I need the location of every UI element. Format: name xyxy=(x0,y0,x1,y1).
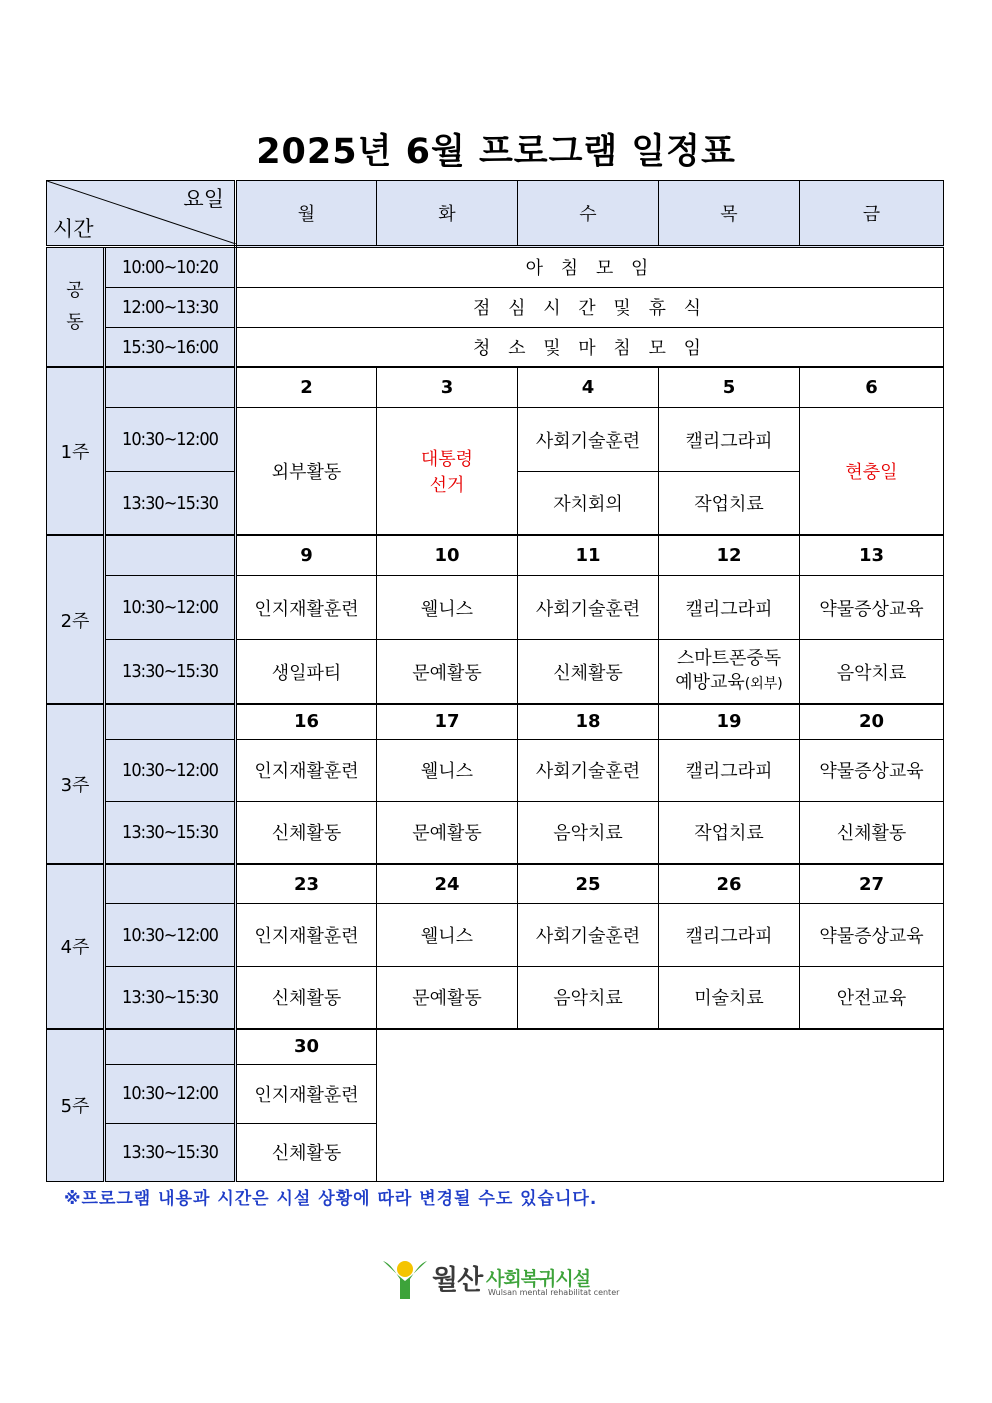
week1-date-thu: 5 xyxy=(659,367,800,407)
week-label-5: 5주 xyxy=(47,1029,105,1182)
week5-empty-area xyxy=(377,1029,944,1182)
week3-thu-pm: 작업치료 xyxy=(659,801,800,863)
common-time-2: 12:00~13:30 xyxy=(105,287,236,327)
schedule-note: ※프로그램 내용과 시간은 시설 상황에 따라 변경될 수도 있습니다. xyxy=(64,1189,598,1209)
week4-date-mon: 23 xyxy=(236,864,377,904)
week4-mon-am: 인지재활훈련 xyxy=(236,904,377,966)
logo-sub-text: 사회복귀시설 xyxy=(486,1268,591,1290)
week2-date-time-cell xyxy=(105,535,236,575)
week2-am-time: 10:30~12:00 xyxy=(105,575,236,639)
week1-wed-am: 사회기술훈련 xyxy=(518,408,659,472)
week1-tue-activity xyxy=(377,408,518,536)
week4-thu-am: 캘리그라피 xyxy=(659,904,800,966)
week1-pm-time: 13:30~15:30 xyxy=(105,472,236,535)
header-day-mon: 월 xyxy=(236,181,377,247)
week3-mon-am: 인지재활훈련 xyxy=(236,739,377,801)
week3-wed-pm: 음악치료 xyxy=(518,801,659,863)
week4-date-tue: 24 xyxy=(377,864,518,904)
week4-fri-am: 약물증상교육 xyxy=(800,904,944,966)
logo-english-text: Wulsan mental rehabilitat center xyxy=(488,1288,620,1297)
common-activity-1: 아 침 모 임 xyxy=(236,247,944,287)
week1-date-time-cell xyxy=(105,367,236,407)
week2-pm-time: 13:30~15:30 xyxy=(105,640,236,704)
common-label-line1: 공 xyxy=(66,280,84,302)
week1-date-tue: 3 xyxy=(377,367,518,407)
week4-wed-am: 사회기술훈련 xyxy=(518,904,659,966)
week3-date-tue: 17 xyxy=(377,704,518,739)
week4-mon-pm: 신체활동 xyxy=(236,966,377,1028)
week2-date-fri: 13 xyxy=(800,535,944,575)
week1-date-fri: 6 xyxy=(800,367,944,407)
week3-mon-pm: 신체활동 xyxy=(236,801,377,863)
header-yoil: 요일 xyxy=(183,187,224,211)
header-row xyxy=(47,181,944,247)
week-label-2: 2주 xyxy=(47,535,105,704)
logo-figure-icon xyxy=(380,1255,430,1303)
week-label-3: 3주 xyxy=(47,704,105,864)
week2-tue-am: 웰니스 xyxy=(377,575,518,639)
week-label-4: 4주 xyxy=(47,864,105,1029)
week3-date-thu: 19 xyxy=(659,704,800,739)
week3-thu-am: 캘리그라피 xyxy=(659,739,800,801)
week1-fri-activity: 현충일 xyxy=(800,408,944,536)
week3-date-mon: 16 xyxy=(236,704,377,739)
common-time-1: 10:00~10:20 xyxy=(105,247,236,287)
week1-date-wed: 4 xyxy=(518,367,659,407)
week3-date-time-cell xyxy=(105,704,236,739)
week1-thu-am: 캘리그라피 xyxy=(659,408,800,472)
week2-thu-am: 캘리그라피 xyxy=(659,575,800,639)
week3-wed-am: 사회기술훈련 xyxy=(518,739,659,801)
header-day-fri: 금 xyxy=(800,181,944,247)
common-label xyxy=(47,247,105,368)
week1-mon-activity: 외부활동 xyxy=(236,408,377,536)
week3-date-fri: 20 xyxy=(800,704,944,739)
week1-am-time: 10:30~12:00 xyxy=(105,408,236,472)
week5-mon-am: 인지재활훈련 xyxy=(236,1065,377,1123)
week3-tue-am: 웰니스 xyxy=(377,739,518,801)
common-label-line2: 동 xyxy=(66,312,84,334)
week2-date-tue: 10 xyxy=(377,535,518,575)
common-time-3: 15:30~16:00 xyxy=(105,327,236,367)
week1-wed-pm: 자치회의 xyxy=(518,472,659,535)
week5-mon-pm: 신체활동 xyxy=(236,1123,377,1181)
week2-thu-pm-line2: 예방교육 xyxy=(675,672,745,694)
facility-logo xyxy=(380,1255,620,1305)
week1-tue-line1: 대통령 xyxy=(420,449,474,471)
week2-fri-pm: 음악치료 xyxy=(800,640,944,704)
common-activity-3: 청 소 및 마 침 모 임 xyxy=(236,327,944,367)
week2-thu-pm-line1: 스마트폰중독 xyxy=(676,648,782,670)
header-sigan: 시간 xyxy=(53,217,94,242)
week5-am-time: 10:30~12:00 xyxy=(105,1065,236,1123)
week1-tue-line2: 선거 xyxy=(429,475,465,497)
week3-fri-pm: 신체활동 xyxy=(800,801,944,863)
week2-mon-pm: 생일파티 xyxy=(236,640,377,704)
week4-wed-pm: 음악치료 xyxy=(518,966,659,1028)
schedule-table xyxy=(46,180,944,1182)
week2-wed-pm: 신체활동 xyxy=(518,640,659,704)
week2-date-mon: 9 xyxy=(236,535,377,575)
week4-thu-pm: 미술치료 xyxy=(659,966,800,1028)
week3-am-time: 10:30~12:00 xyxy=(105,739,236,801)
week2-fri-am: 약물증상교육 xyxy=(800,575,944,639)
week4-fri-pm: 안전교육 xyxy=(800,966,944,1028)
week3-pm-time: 13:30~15:30 xyxy=(105,801,236,863)
week5-pm-time: 13:30~15:30 xyxy=(105,1123,236,1181)
header-day-thu: 목 xyxy=(659,181,800,247)
week4-date-thu: 26 xyxy=(659,864,800,904)
week4-date-time-cell xyxy=(105,864,236,904)
week2-date-thu: 12 xyxy=(659,535,800,575)
week5-date-mon: 30 xyxy=(236,1029,377,1065)
week3-tue-pm: 문예활동 xyxy=(377,801,518,863)
week2-mon-am: 인지재활훈련 xyxy=(236,575,377,639)
week4-date-wed: 25 xyxy=(518,864,659,904)
week2-thu-pm xyxy=(659,640,800,704)
logo-main-text: 월산 xyxy=(432,1265,483,1296)
week2-wed-am: 사회기술훈련 xyxy=(518,575,659,639)
week1-thu-pm: 작업치료 xyxy=(659,472,800,535)
week3-fri-am: 약물증상교육 xyxy=(800,739,944,801)
week3-date-wed: 18 xyxy=(518,704,659,739)
week-label-1: 1주 xyxy=(47,367,105,535)
week2-thu-pm-small: (외부) xyxy=(744,676,783,693)
common-activity-2: 점 심 시 간 및 휴 식 xyxy=(236,287,944,327)
week5-date-time-cell xyxy=(105,1029,236,1065)
header-day-tue: 화 xyxy=(377,181,518,247)
header-corner xyxy=(47,181,236,247)
week2-tue-pm: 문예활동 xyxy=(377,640,518,704)
page-title: 2025년 6월 프로그램 일정표 xyxy=(256,132,736,172)
week4-pm-time: 13:30~15:30 xyxy=(105,966,236,1028)
week2-date-wed: 11 xyxy=(518,535,659,575)
week1-date-mon: 2 xyxy=(236,367,377,407)
week4-tue-am: 웰니스 xyxy=(377,904,518,966)
week4-date-fri: 27 xyxy=(800,864,944,904)
week4-am-time: 10:30~12:00 xyxy=(105,904,236,966)
week4-tue-pm: 문예활동 xyxy=(377,966,518,1028)
header-day-wed: 수 xyxy=(518,181,659,247)
